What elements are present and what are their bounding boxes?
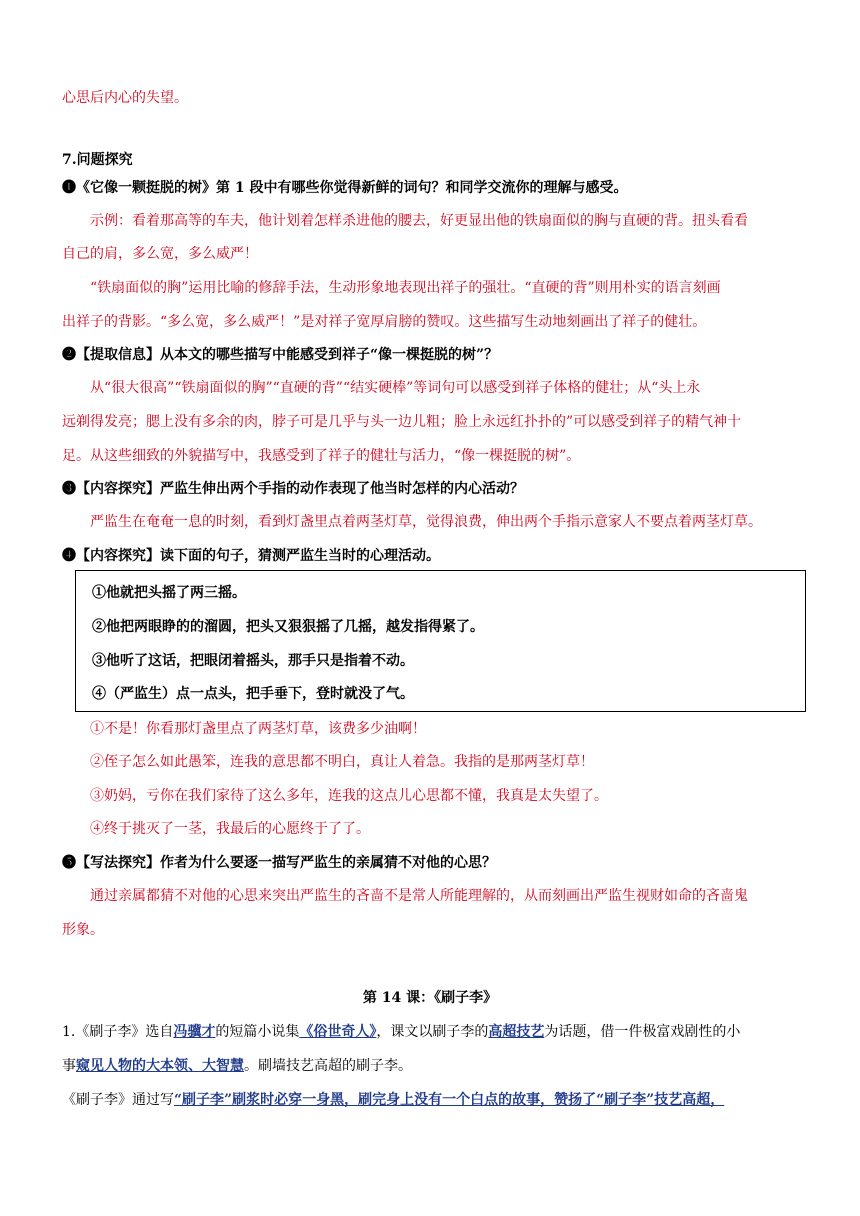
answer-line: 从“很大很高”“铁扇面似的胸”“直硬的背”“结实硬棒”等词句可以感受到祥子体格的健壮；从“头上永: [90, 380, 701, 396]
lesson-paragraph-1-cont: [62, 1056, 810, 1076]
text-run: 事: [62, 1058, 76, 1074]
text-run: 为话题，借一件极富戏剧性的小: [544, 1024, 741, 1040]
text-run: ，课文以刷子李的: [376, 1024, 489, 1040]
lesson-paragraph-1: [62, 1022, 810, 1042]
answer-line: 形象。: [62, 922, 104, 938]
question-2: ❷【提取信息】从本文的哪些描写中能感受到祥子“像一棵挺脱的树”？: [62, 347, 499, 363]
quote-line: ②他把两眼睁的的溜圆，把头又狠狠摇了几摇，越发指得紧了。: [92, 619, 484, 635]
answer-line: ④终于挑灭了一茎，我最后的心愿终于了了。: [90, 821, 370, 837]
question-4: ❹【内容探究】读下面的句子，猜测严监生当时的心理活动。: [62, 548, 440, 564]
quote-line: ①他就把头摇了两三摇。: [92, 585, 246, 601]
answer-line: “铁扇面似的胸”运用比喻的修辞手法，生动形象地表现出祥子的强壮。“直硬的背”则用朴实的语言刻画: [90, 280, 721, 296]
answer-line: 自己的肩，多么宽，多么威严！: [62, 246, 258, 262]
answer-line: 严监生在奄奄一息的时刻，看到灯盏里点着两茎灯草，觉得浪费，伸出两个手指示意家人不要点着两茎灯草。: [90, 514, 762, 530]
answer-line: 出祥子的背影。“多么宽，多么威严！”是对祥子宽厚肩膀的赞叹。这些描写生动地刻画出了祥子的健壮。: [62, 314, 707, 330]
quote-line: ③他听了这话，把眼闭着摇头，那手只是指着不动。: [92, 653, 414, 669]
underlined-term: 冯骥才: [173, 1024, 216, 1040]
answer-line: 示例：看着那高等的车夫，他计划着怎样杀进他的腰去，好更显出他的铁扇面似的胸与直硬的背。扭头看看: [90, 213, 748, 229]
lesson-title: 第 14 课：《刷子李》: [362, 990, 498, 1006]
answer-line: ②侄子怎么如此愚笨，连我的意思都不明白，真让人着急。我指的是那两茎灯草！: [90, 754, 594, 770]
text-run: 《刷子李》通过写: [62, 1092, 174, 1108]
underlined-term: 《俗世奇人》: [299, 1024, 377, 1040]
continuation-line: 心思后内心的失望。: [62, 90, 188, 106]
text-run: 的短篇小说集: [215, 1024, 300, 1040]
text-run: 1.《刷子李》选自: [62, 1024, 174, 1040]
lesson-paragraph-2: [62, 1090, 810, 1110]
text-run: 。刷墙技艺高超的刷子李。: [244, 1058, 412, 1074]
question-5: ❺【写法探究】作者为什么要逐一描写严监生的亲属猜不对他的心思？: [62, 855, 496, 871]
quote-line: ④（严监生）点一点头，把手垂下，登时就没了气。: [92, 686, 414, 702]
section-heading: 7.问题探究: [62, 152, 133, 168]
question-3: ❸【内容探究】严监生伸出两个手指的动作表现了他当时怎样的内心活动？: [62, 481, 524, 497]
answer-line: 足。从这些细致的外貌描写中，我感受到了祥子的健壮与活力，“像一棵挺脱的树”。: [62, 448, 581, 464]
question-1: ❶《它像一颗挺脱的树》第 1 段中有哪些你觉得新鲜的词句？和同学交流你的理解与感受。: [62, 180, 628, 196]
answer-line: 远剃得发亮；腮上没有多余的肉，脖子可是几乎与头一边儿粗；脸上永远红扑扑的”可以感受到祥子的精气神十: [62, 414, 742, 430]
underlined-term: 高超技艺: [488, 1024, 545, 1040]
quote-box: [75, 570, 806, 712]
underlined-term: 窥见人物的大本领、大智慧: [76, 1058, 244, 1074]
answer-line: 通过亲属都猜不对他的心思来突出严监生的吝啬不是常人所能理解的，从而刻画出严监生视财如命的吝啬鬼: [90, 888, 748, 904]
underlined-term: “刷子李”刷浆时必穿一身黑，刷完身上没有一个白点的故事，赞扬了“刷子李”技艺高超，: [174, 1092, 725, 1108]
answer-line: ③奶妈，亏你在我们家待了这么多年，连我的这点儿心思都不懂，我真是太失望了。: [90, 788, 608, 804]
answer-line: ①不是！你看那灯盏里点了两茎灯草，该费多少油啊！: [90, 721, 426, 737]
